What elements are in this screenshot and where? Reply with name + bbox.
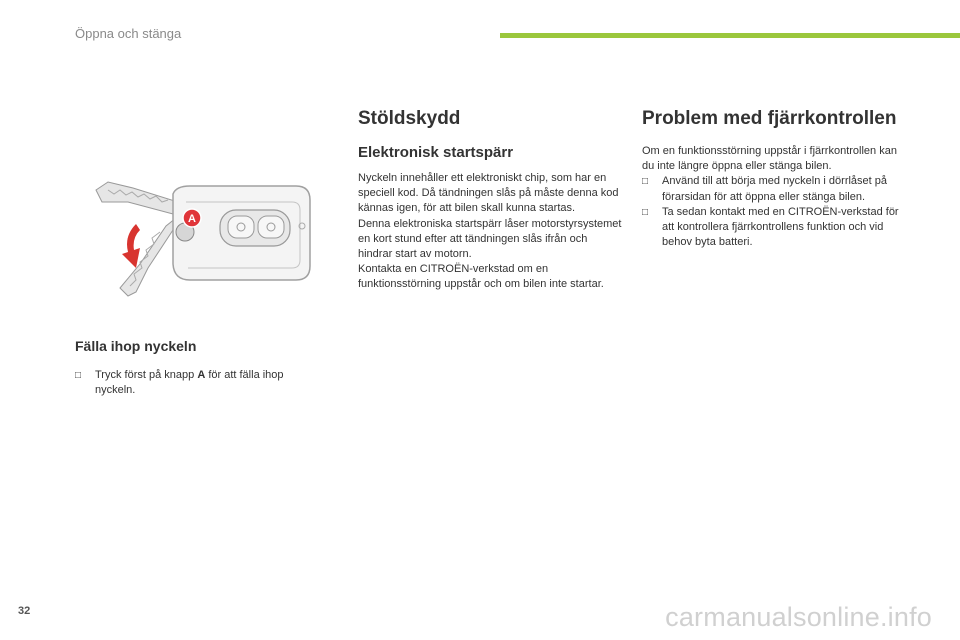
immobiliser-paragraph: Nyckeln innehåller ett elektroniskt chip, som har en speciell kod. Då tändningen slås på måste denna kod kännas igen, för att bilen skall kunna startas. [358,172,619,215]
key-fold-illustration [78,168,328,298]
remote-problem-bullet: □ Ta sedan kontakt med en CITROËN-verkstad för att kontrollera fjärrkontrollens funktion och vid behov byta batteri. [642,205,912,251]
fold-direction-arrow [122,224,140,268]
header-accent-bar [500,33,960,38]
button-a-badge [183,209,201,227]
section-title: Öppna och stänga [75,26,182,41]
fold-key-section [75,338,325,398]
anti-theft-section [358,108,623,293]
bullet-icon: □ [642,206,649,218]
bullet-icon: □ [642,176,649,188]
anti-theft-heading: Stöldskydd [358,108,461,129]
page-number: 32 [18,605,31,617]
button-a-label: A [188,213,196,225]
remote-problem-intro: Om en funktionsstörning uppstår i fjärrkontrollen kan du inte längre öppna eller stänga bilen. [642,145,897,173]
remote-problem-heading: Problem med fjärrkontrollen [642,108,897,129]
immobiliser-paragraph: Denna elektroniska startspärr låser motorstyrsystemet en kort stund efter att tändningen slås ifrån och hindrar start av motorn. [358,217,622,261]
immobiliser-paragraph: Kontakta en CITROËN-verkstad om en funktionsstörning uppstår och om bilen inte startar. [358,263,604,291]
fold-key-instruction: □ Tryck först på knapp A för att fälla ihop nyckeln. [75,368,325,398]
key-blade-open [96,182,184,214]
remote-problem-section [642,108,912,250]
immobiliser-subheading: Elektronisk startspärr [358,144,514,161]
remote-problem-bullet: □ Använd till att börja med nyckeln i dörrlåset på förarsidan för att öppna eller stänga bilen. [642,174,912,204]
fold-key-heading: Fälla ihop nyckeln [75,338,197,354]
bullet-icon: □ [75,370,82,381]
watermark: carmanualsonline.info [665,602,932,632]
